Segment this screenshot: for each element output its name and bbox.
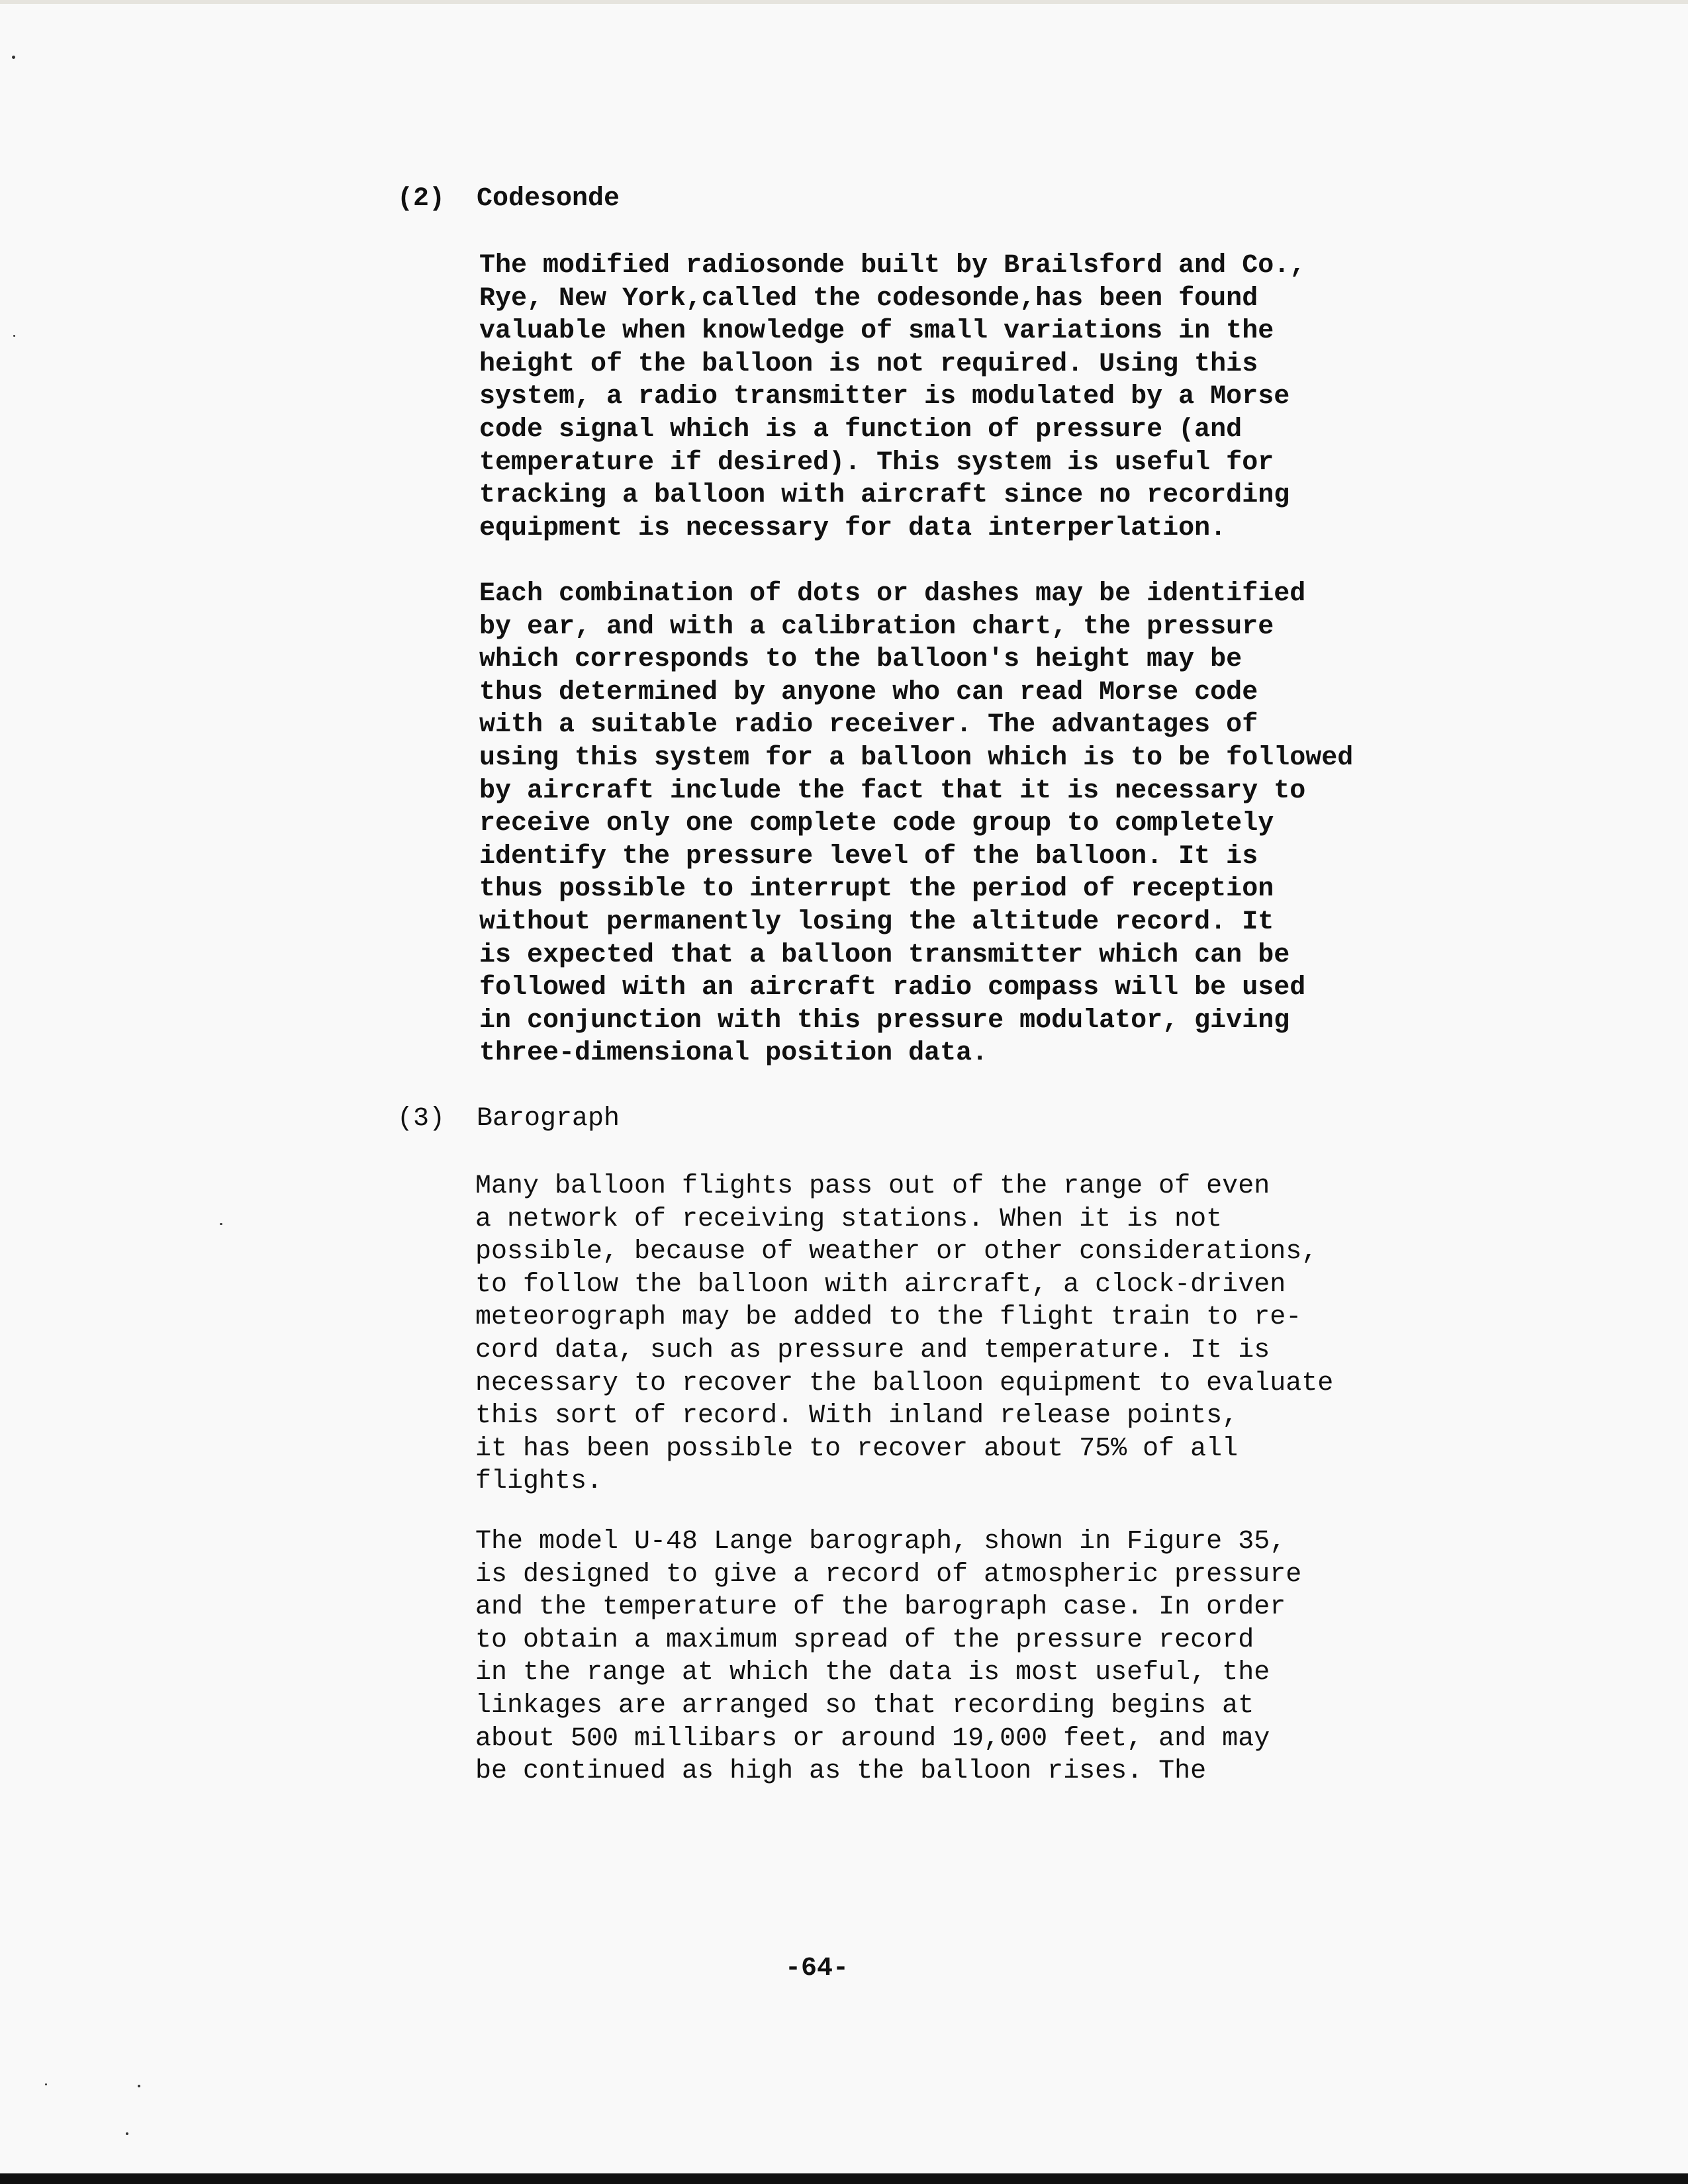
scan-speck [13, 335, 15, 337]
scan-speck [126, 2132, 128, 2135]
section-heading-barograph [397, 1103, 620, 1136]
paragraph-codesonde-2: Each combination of dots or dashes may be identified by ear, and with a calibration chart, the pressure which corresponds to the balloon's height may be thus determined by anyone who can read Morse code with a suitable radio receiver. The advantages of using this system for a balloon which is to be followed by aircraft include the fact that it is necessary to receive only one complete code group to completely identify the pressure level of the balloon. It is thus possible to interrupt the period of reception without permanently losing the altitude record. It is expected that a balloon transmitter which can be followed with an aircraft radio compass will be used in conjunction with this pressure modulator, giving three-dimensional position data. [479, 579, 1354, 1069]
paragraph-barograph-1: Many balloon flights pass out of the range of even a network of receiving stations. When it is not possible, because of weather or other considerations, to follow the balloon with aircraft, a clock-driven meteorograph may be added to the flight train to re- cord data, such as pressure and temperature. It is necessary to recover the balloon equipment to evaluate this sort of record. With inland release points, it has been possible to recover about 75% of all flights. [475, 1171, 1334, 1497]
scan-edge [0, 0, 1688, 4]
paragraph-codesonde-1: The modified radiosonde built by Brailsford and Co., Rye, New York,called the codesonde,has been found valuable when knowledge of small variations in the height of the balloon is not required. Using this system, a radio transmitter is modulated by a Morse code signal which is a function of pressure (and temperature if desired). This system is useful for tracking a balloon with aircraft since no recording equipment is necessary for data interperlation. [479, 251, 1306, 543]
page-number: -64- [785, 1954, 849, 1983]
scan-speck [138, 2085, 140, 2087]
paragraph-barograph-2: The model U-48 Lange barograph, shown in Figure 35, is designed to give a record of atmospheric pressure and the temperature of the barograph case. In order to obtain a maximum spread of the pressure record in the range at which the data is most useful, the linkages are arranged so that recording begins at about 500 millibars or around 19,000 feet, and may be continued as high as the balloon rises. The [475, 1527, 1302, 1787]
scan-border-bottom [0, 2173, 1688, 2184]
section-title: Codesonde [477, 184, 620, 214]
section-title: Barograph [477, 1104, 620, 1134]
section-heading-codesonde [397, 183, 620, 216]
section-number: (3) [397, 1104, 445, 1134]
scan-speck [45, 2083, 47, 2085]
scan-speck [12, 56, 15, 59]
scan-speck [220, 1223, 222, 1225]
section-number: (2) [397, 184, 445, 214]
